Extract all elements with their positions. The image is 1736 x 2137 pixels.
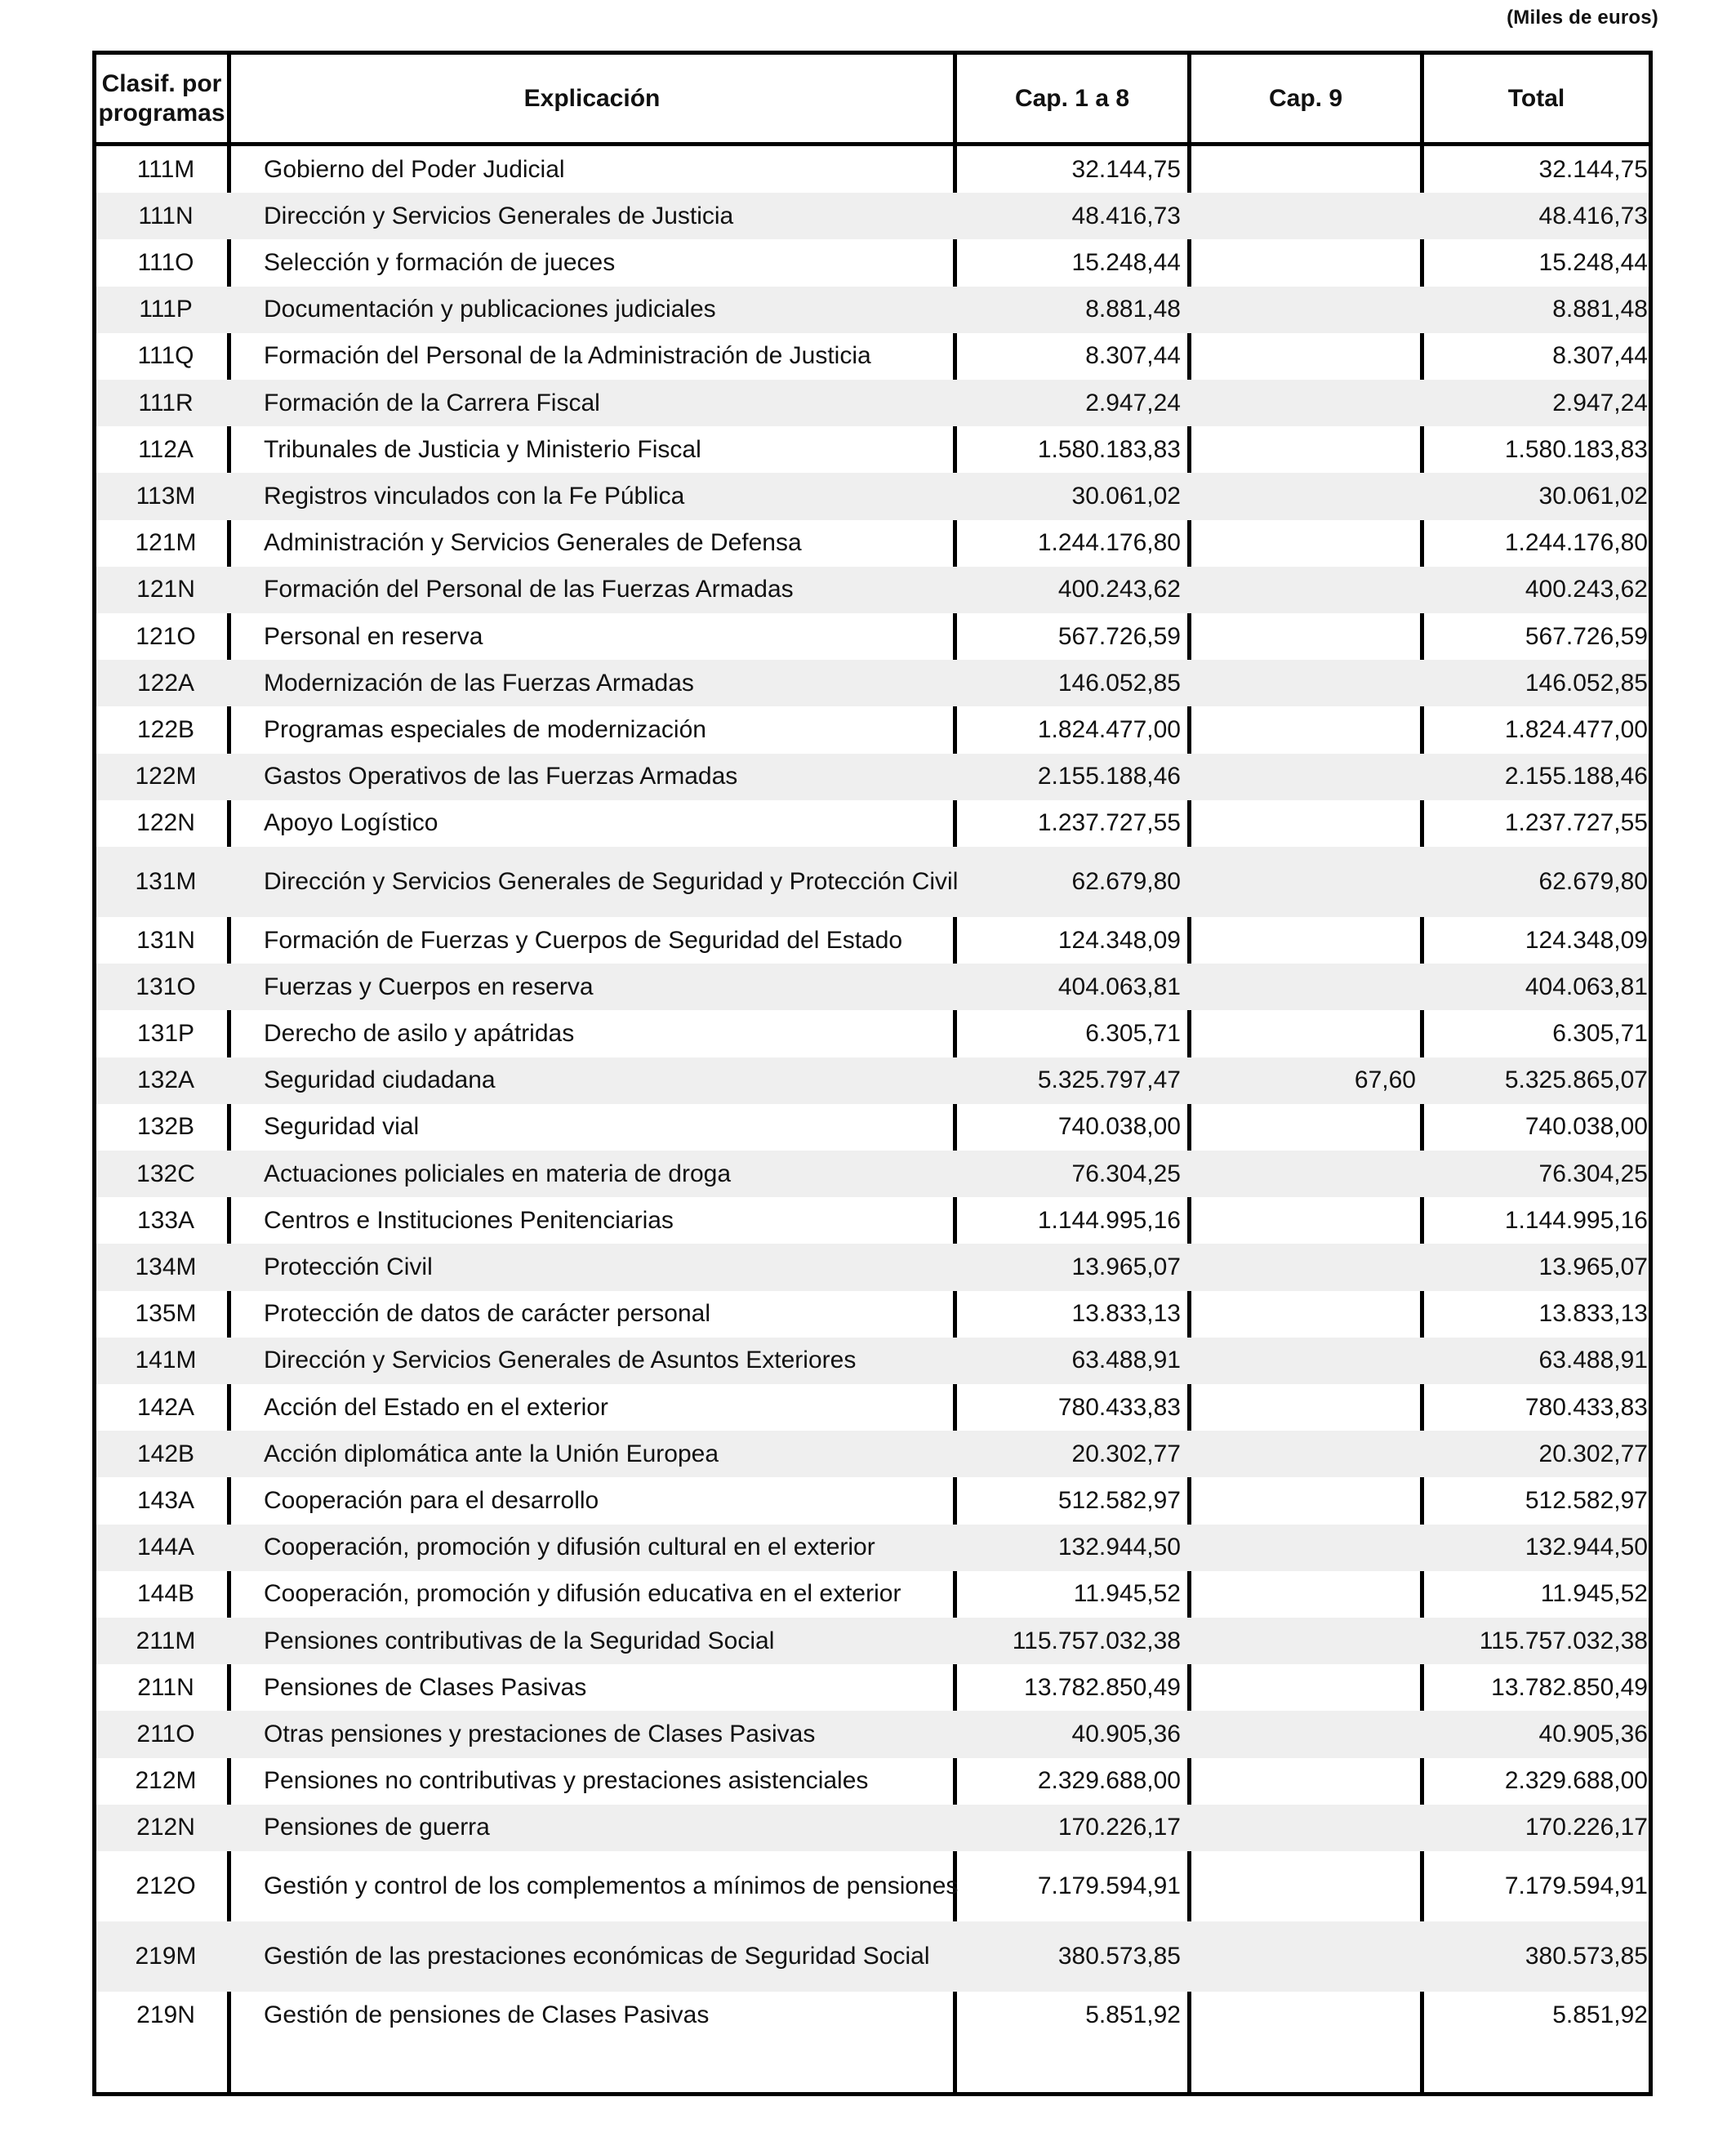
table-row — [96, 146, 1649, 193]
program-code: 111O — [137, 248, 194, 276]
cap-9-value — [1191, 1618, 1416, 1664]
table-row — [96, 917, 1649, 964]
program-explanation: Selección y formación de jueces — [264, 248, 616, 276]
table-row — [96, 333, 1649, 380]
program-explanation: Registros vinculados con la Fe Pública — [264, 482, 685, 510]
cap-1-8-value: 400.243,62 — [1057, 576, 1181, 603]
program-code: 142B — [136, 1440, 195, 1467]
cap-1-8-value: 48.416,73 — [1071, 202, 1181, 229]
total-value: 62.679,80 — [1538, 868, 1648, 895]
table-row — [96, 1851, 1649, 1921]
total-value: 8.307,44 — [1552, 342, 1648, 370]
total-value: 512.582,97 — [1525, 1486, 1648, 1514]
program-explanation: Pensiones contributivas de la Seguridad Social — [264, 1627, 775, 1654]
program-explanation: Cooperación, promoción y difusión cultural en el exterior — [264, 1534, 875, 1561]
cap-1-8-value: 146.052,85 — [1057, 669, 1181, 697]
budget-table — [92, 51, 1653, 2096]
table-row — [96, 1431, 1649, 1477]
total-value: 1.244.176,80 — [1504, 529, 1648, 557]
program-explanation: Gestión de pensiones de Clases Pasivas — [264, 2001, 710, 2028]
cap-1-8-value: 512.582,97 — [1057, 1486, 1181, 1514]
cap-9-value — [1191, 613, 1416, 660]
program-code: 219M — [135, 1943, 197, 1970]
table-row — [96, 1244, 1649, 1290]
total-value: 13.782.850,49 — [1491, 1673, 1648, 1701]
cap-9-value — [1191, 1571, 1416, 1618]
header-cap-9: Cap. 9 — [1268, 84, 1343, 112]
cap-9-value — [1191, 1664, 1416, 1711]
cap-1-8-value: 76.304,25 — [1071, 1160, 1181, 1187]
program-explanation: Pensiones de guerra — [264, 1814, 490, 1841]
total-value: 2.947,24 — [1552, 389, 1648, 416]
cap-9-value — [1191, 146, 1416, 193]
program-explanation: Gobierno del Poder Judicial — [264, 155, 565, 183]
cap-9-value — [1191, 1921, 1416, 1992]
cap-1-8-value: 1.144.995,16 — [1037, 1206, 1181, 1234]
table-row — [96, 800, 1649, 847]
total-value: 567.726,59 — [1525, 622, 1648, 650]
table-row — [96, 287, 1649, 333]
cap-9-value — [1191, 193, 1416, 239]
cap-9-value — [1191, 1477, 1416, 1524]
program-explanation: Centros e Instituciones Penitenciarias — [264, 1206, 674, 1234]
total-value: 8.881,48 — [1552, 296, 1648, 323]
total-value: 404.063,81 — [1525, 973, 1648, 1000]
program-code: 141M — [135, 1347, 197, 1374]
cap-9-value — [1191, 660, 1416, 706]
program-explanation: Protección Civil — [264, 1253, 433, 1280]
cap-9-value — [1191, 1104, 1416, 1151]
program-explanation: Gestión de las prestaciones económicas de Seguridad Social — [264, 1943, 930, 1970]
program-explanation: Pensiones no contributivas y prestaciones asistenciales — [264, 1767, 869, 1795]
program-code: 121O — [136, 622, 196, 650]
total-value: 32.144,75 — [1538, 155, 1648, 183]
table-row — [96, 473, 1649, 519]
program-explanation: Fuerzas y Cuerpos en reserva — [264, 973, 594, 1000]
cap-1-8-value: 13.965,07 — [1071, 1253, 1181, 1280]
program-explanation: Derecho de asilo y apátridas — [264, 1019, 575, 1047]
cap-9-value — [1191, 1758, 1416, 1805]
cap-1-8-value: 567.726,59 — [1057, 622, 1181, 650]
cap-1-8-value: 11.945,52 — [1073, 1580, 1181, 1608]
program-code: 212M — [135, 1767, 197, 1795]
program-explanation: Formación de la Carrera Fiscal — [264, 389, 600, 416]
program-explanation: Acción diplomática ante la Unión Europea — [264, 1440, 719, 1467]
cap-1-8-value: 7.179.594,91 — [1037, 1872, 1181, 1899]
cap-1-8-value: 40.905,36 — [1071, 1720, 1181, 1747]
table-row — [96, 1477, 1649, 1524]
program-code: 131O — [136, 973, 196, 1000]
table-row — [96, 1384, 1649, 1431]
cap-9-value — [1191, 333, 1416, 380]
cap-9-value — [1191, 1151, 1416, 1197]
program-code: 111M — [136, 155, 195, 183]
cap-1-8-value: 5.851,92 — [1085, 2001, 1181, 2028]
table-row — [96, 660, 1649, 706]
program-code: 132B — [136, 1113, 195, 1141]
program-explanation: Modernización de las Fuerzas Armadas — [264, 669, 694, 697]
total-value: 11.945,52 — [1540, 1580, 1648, 1608]
table-row — [96, 1921, 1649, 1992]
program-code: 133A — [136, 1206, 195, 1234]
program-code: 112A — [138, 435, 194, 463]
cap-9-value — [1191, 754, 1416, 800]
table-row — [96, 1571, 1649, 1618]
program-code: 122M — [135, 763, 197, 790]
total-value: 1.144.995,16 — [1504, 1206, 1648, 1234]
program-explanation: Apoyo Logístico — [264, 809, 438, 837]
program-code: 131P — [136, 1019, 195, 1047]
cap-9-value — [1191, 1291, 1416, 1338]
program-explanation: Actuaciones policiales en materia de droga — [264, 1160, 732, 1187]
cap-1-8-value: 132.944,50 — [1057, 1534, 1181, 1561]
total-value: 5.325.865,07 — [1504, 1066, 1648, 1094]
header-explanation: Explicación — [523, 84, 661, 112]
table-row — [96, 1104, 1649, 1151]
total-value: 5.851,92 — [1552, 2001, 1648, 2028]
total-value: 2.155.188,46 — [1504, 763, 1648, 790]
cap-9-value — [1191, 800, 1416, 847]
cap-9-value — [1191, 1244, 1416, 1290]
program-code: 135M — [135, 1300, 197, 1328]
program-explanation: Gastos Operativos de las Fuerzas Armadas — [264, 763, 738, 790]
cap-9-value — [1191, 1197, 1416, 1244]
program-code: 113M — [136, 482, 196, 510]
cap-1-8-value: 6.305,71 — [1085, 1019, 1181, 1047]
program-explanation: Cooperación, promoción y difusión educativa en el exterior — [264, 1580, 901, 1608]
program-explanation: Tribunales de Justicia y Ministerio Fiscal — [264, 435, 701, 463]
cap-9-value — [1191, 1525, 1416, 1571]
program-explanation: Otras pensiones y prestaciones de Clases Pasivas — [264, 1720, 816, 1747]
cap-1-8-value: 740.038,00 — [1057, 1113, 1181, 1141]
table-row — [96, 754, 1649, 800]
table-header — [96, 55, 1649, 146]
cap-9-value — [1191, 473, 1416, 519]
cap-9-value — [1191, 380, 1416, 426]
cap-1-8-value: 380.573,85 — [1057, 1943, 1181, 1970]
cap-1-8-value: 2.947,24 — [1085, 389, 1181, 416]
table-row — [96, 1525, 1649, 1571]
cap-1-8-value: 20.302,77 — [1071, 1440, 1181, 1467]
total-value: 40.905,36 — [1538, 1720, 1648, 1747]
cap-1-8-value: 1.580.183,83 — [1037, 435, 1181, 463]
table-row — [96, 1057, 1649, 1104]
program-explanation: Dirección y Servicios Generales de Seguridad y Protección Civil — [264, 868, 959, 895]
header-total: Total — [1507, 84, 1565, 112]
total-value: 1.237.727,55 — [1504, 809, 1648, 837]
table-row — [96, 193, 1649, 239]
program-code: 212N — [136, 1814, 195, 1841]
cap-1-8-value: 2.329.688,00 — [1037, 1767, 1181, 1795]
units-note: (Miles de euros) — [1507, 7, 1658, 29]
total-value: 76.304,25 — [1538, 1160, 1648, 1187]
cap-1-8-value: 780.433,83 — [1057, 1393, 1181, 1421]
program-code: 122B — [136, 715, 195, 743]
program-explanation: Protección de datos de carácter personal — [264, 1300, 710, 1328]
total-value: 400.243,62 — [1525, 576, 1648, 603]
program-explanation: Acción del Estado en el exterior — [264, 1393, 608, 1421]
cap-1-8-value: 2.155.188,46 — [1037, 763, 1181, 790]
table-row — [96, 1711, 1649, 1757]
cap-1-8-value: 5.325.797,47 — [1037, 1066, 1181, 1094]
total-value: 15.248,44 — [1538, 248, 1648, 276]
cap-9-value — [1191, 1851, 1416, 1921]
cap-1-8-value: 404.063,81 — [1057, 973, 1181, 1000]
total-value: 30.061,02 — [1538, 482, 1648, 510]
cap-1-8-value: 8.881,48 — [1085, 296, 1181, 323]
cap-9-value — [1191, 1992, 1416, 2038]
program-code: 131N — [136, 926, 195, 954]
cap-9-value — [1191, 1805, 1416, 1851]
table-row — [96, 567, 1649, 613]
cap-9-value — [1191, 1384, 1416, 1431]
program-code: 122N — [136, 809, 195, 837]
cap-9-value: 67,60 — [1354, 1066, 1416, 1094]
cap-9-value — [1191, 567, 1416, 613]
program-explanation: Programas especiales de modernización — [264, 715, 706, 743]
total-value: 132.944,50 — [1525, 1534, 1648, 1561]
total-value: 1.580.183,83 — [1504, 435, 1648, 463]
table-row — [96, 1758, 1649, 1805]
table-row — [96, 1338, 1649, 1384]
cap-1-8-value: 15.248,44 — [1071, 248, 1181, 276]
table-row — [96, 706, 1649, 753]
program-code: 134M — [135, 1253, 197, 1280]
cap-1-8-value: 1.244.176,80 — [1037, 529, 1181, 557]
cap-9-value — [1191, 287, 1416, 333]
program-code: 211N — [137, 1673, 194, 1701]
table-row — [96, 1151, 1649, 1197]
cap-1-8-value: 62.679,80 — [1071, 868, 1181, 895]
program-code: 132A — [136, 1066, 195, 1094]
cap-9-value — [1191, 964, 1416, 1010]
total-value: 63.488,91 — [1538, 1347, 1648, 1374]
header-code: Clasif. por programas — [98, 69, 225, 127]
program-explanation: Formación del Personal de las Fuerzas Armadas — [264, 576, 794, 603]
program-code: 121N — [136, 576, 195, 603]
program-explanation: Dirección y Servicios Generales de Justicia — [264, 202, 734, 229]
program-code: 121M — [135, 529, 197, 557]
cap-1-8-value: 170.226,17 — [1057, 1814, 1181, 1841]
total-value: 740.038,00 — [1525, 1113, 1648, 1141]
program-explanation: Pensiones de Clases Pasivas — [264, 1673, 587, 1701]
program-code: 144A — [136, 1534, 195, 1561]
cap-9-value — [1191, 706, 1416, 753]
program-explanation: Personal en reserva — [264, 622, 483, 650]
cap-1-8-value: 13.833,13 — [1071, 1300, 1181, 1328]
program-code: 219N — [136, 2001, 195, 2028]
cap-9-value — [1191, 239, 1416, 286]
cap-9-value — [1191, 1338, 1416, 1384]
cap-1-8-value: 30.061,02 — [1071, 482, 1181, 510]
cap-9-value — [1191, 917, 1416, 964]
table-row — [96, 964, 1649, 1010]
cap-9-value — [1191, 847, 1416, 917]
table-row — [96, 426, 1649, 473]
program-explanation: Dirección y Servicios Generales de Asuntos Exteriores — [264, 1347, 857, 1374]
program-code: 111P — [139, 296, 193, 323]
table-row — [96, 520, 1649, 567]
cap-1-8-value: 1.237.727,55 — [1037, 809, 1181, 837]
table-row — [96, 380, 1649, 426]
table-row — [96, 1805, 1649, 1851]
cap-9-value — [1191, 1711, 1416, 1757]
total-value: 13.833,13 — [1538, 1300, 1648, 1328]
program-explanation: Cooperación para el desarrollo — [264, 1486, 599, 1514]
total-value: 7.179.594,91 — [1504, 1872, 1648, 1899]
program-explanation: Documentación y publicaciones judiciales — [264, 296, 716, 323]
table-row — [96, 1197, 1649, 1244]
program-code: 132C — [136, 1160, 195, 1187]
total-value: 48.416,73 — [1538, 202, 1648, 229]
program-code: 142A — [136, 1393, 195, 1421]
program-explanation: Formación de Fuerzas y Cuerpos de Seguridad del Estado — [264, 926, 903, 954]
cap-1-8-value: 124.348,09 — [1057, 926, 1181, 954]
program-code: 111N — [138, 202, 194, 229]
cap-1-8-value: 8.307,44 — [1085, 342, 1181, 370]
cap-1-8-value: 13.782.850,49 — [1024, 1673, 1181, 1701]
total-value: 1.824.477,00 — [1504, 715, 1648, 743]
table-row — [96, 1618, 1649, 1664]
program-code: 131M — [135, 868, 197, 895]
cap-9-value — [1191, 520, 1416, 567]
table-row — [96, 613, 1649, 660]
total-value: 780.433,83 — [1525, 1393, 1648, 1421]
program-code: 111R — [138, 389, 194, 416]
table-row — [96, 239, 1649, 286]
program-code: 143A — [136, 1486, 195, 1514]
table-row — [96, 847, 1649, 917]
total-value: 124.348,09 — [1525, 926, 1648, 954]
total-value: 20.302,77 — [1538, 1440, 1648, 1467]
program-explanation: Seguridad ciudadana — [264, 1066, 496, 1094]
total-value: 170.226,17 — [1525, 1814, 1648, 1841]
program-code: 211O — [136, 1720, 195, 1747]
table-row — [96, 1664, 1649, 1711]
program-code: 111Q — [137, 342, 194, 370]
total-value: 380.573,85 — [1525, 1943, 1648, 1970]
cap-9-value — [1191, 1431, 1416, 1477]
program-code: 212O — [136, 1872, 196, 1899]
cap-9-value — [1191, 1010, 1416, 1057]
cap-1-8-value: 1.824.477,00 — [1037, 715, 1181, 743]
program-code: 122A — [136, 669, 195, 697]
table-row — [96, 1992, 1649, 2038]
program-code: 144B — [136, 1580, 195, 1608]
program-code: 211M — [136, 1627, 196, 1654]
total-value: 6.305,71 — [1552, 1019, 1648, 1047]
cap-1-8-value: 63.488,91 — [1071, 1347, 1181, 1374]
program-explanation: Seguridad vial — [264, 1113, 420, 1141]
table-row — [96, 1291, 1649, 1338]
cap-1-8-value: 32.144,75 — [1071, 155, 1181, 183]
total-value: 146.052,85 — [1525, 669, 1648, 697]
program-explanation: Administración y Servicios Generales de Defensa — [264, 529, 802, 557]
total-value: 13.965,07 — [1538, 1253, 1648, 1280]
program-explanation: Formación del Personal de la Administración de Justicia — [264, 342, 871, 370]
cap-1-8-value: 115.757.032,38 — [1012, 1627, 1181, 1654]
table-row — [96, 1010, 1649, 1057]
total-value: 115.757.032,38 — [1479, 1627, 1648, 1654]
header-cap-1-8: Cap. 1 a 8 — [1014, 84, 1130, 112]
program-explanation: Gestión y control de los complementos a mínimos de pensiones — [264, 1872, 959, 1899]
cap-9-value — [1191, 426, 1416, 473]
total-value: 2.329.688,00 — [1504, 1767, 1648, 1795]
